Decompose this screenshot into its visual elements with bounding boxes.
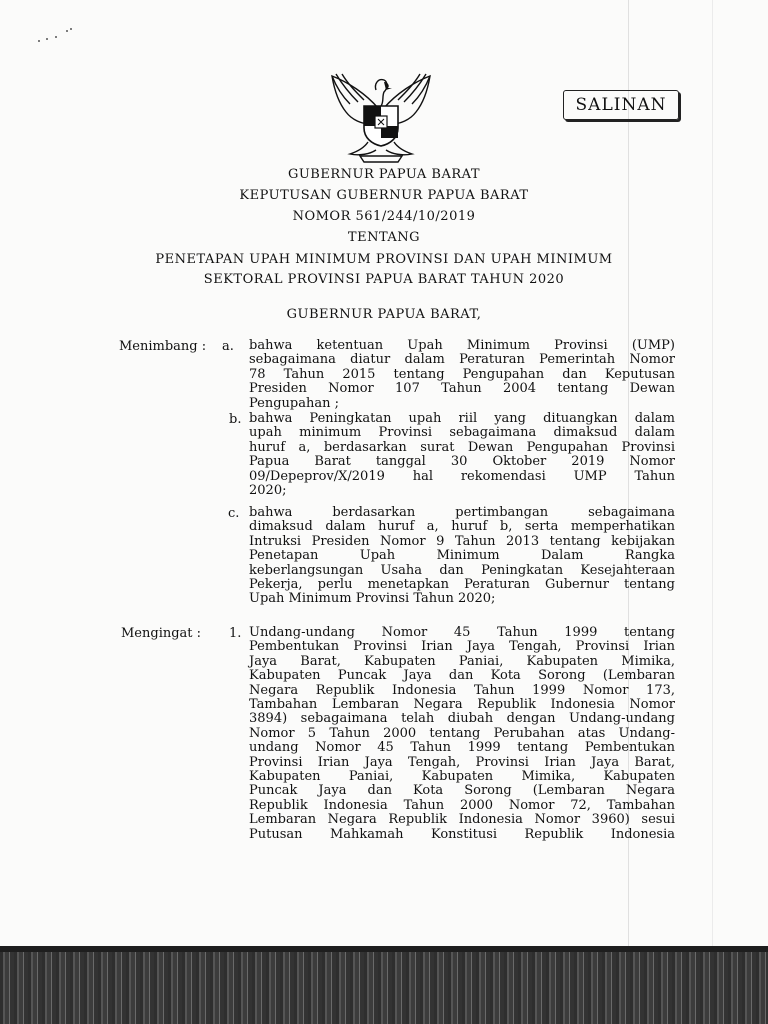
clause-line: bahwa Peningkatan upah riil yang dituangkan dalam	[249, 411, 675, 426]
scan-specks	[36, 28, 76, 48]
clause-line: Lembaran Negara Republik Indonesia Nomor 3960) sesui	[249, 812, 675, 828]
clause-marker: c.	[228, 506, 240, 521]
office-heading: GUBERNUR PAPUA BARAT	[287, 167, 481, 182]
clause-line: Kabupaten Puncak Jaya dan Kota Sorong (Lembaran	[249, 668, 675, 684]
decree-title-line: SEKTORAL PROVINSI PAPUA BARAT TAHUN 2020	[203, 272, 565, 287]
about-heading: TENTANG	[347, 230, 421, 245]
considering-clause-b	[249, 412, 675, 498]
clause-marker: b.	[229, 412, 242, 427]
clause-line: 3894) sebagaimana telah diubah dengan Undang-undang	[249, 711, 675, 727]
clause-line: dimaksud dalam huruf a, huruf b, serta memperhatikan	[249, 519, 675, 535]
clause-line: undang Nomor 45 Tahun 1999 tentang Pembentukan	[249, 740, 675, 756]
issuer-heading: GUBERNUR PAPUA BARAT,	[286, 307, 482, 322]
clause-line: Provinsi Irian Jaya Tengah, Provinsi Irian Jaya Barat,	[249, 754, 675, 770]
considering-clause-c	[249, 506, 675, 607]
clause-line: Republik Indonesia Tahun 2000 Nomor 72, Tambahan	[249, 797, 675, 813]
clause-line: Pekerja, perlu menetapkan Peraturan Gubernur tentang	[249, 577, 675, 593]
clause-line: Negara Republik Indonesia Tahun 1999 Nomor 173,	[249, 682, 675, 698]
clause-line: keberlangsungan Usaha dan Peningkatan Kesejahteraan	[249, 562, 675, 578]
clause-line: Intruksi Presiden Nomor 9 Tahun 2013 tentang kebijakan	[249, 533, 675, 549]
considering-clause-a	[249, 339, 675, 411]
mengingat-label: Mengingat :	[121, 626, 202, 641]
decree-title-line: PENETAPAN UPAH MINIMUM PROVINSI DAN UPAH MINIMUM	[155, 252, 613, 267]
clause-line: Tambahan Lembaran Negara Republik Indonesia Nomor	[249, 697, 675, 713]
clause-line: 78 Tahun 2015 tentang Pengupahan dan Keputusan	[249, 366, 675, 382]
clause-line: Kabupaten Paniai, Kabupaten Mimika, Kabupaten	[249, 769, 675, 785]
scanner-edge-strip	[0, 946, 768, 1024]
menimbang-label: Menimbang :	[119, 339, 207, 354]
clause-line: 2020;	[249, 483, 287, 499]
clause-line: Papua Barat tanggal 30 Oktober 2019 Nomor	[249, 454, 675, 470]
scan-streak	[712, 0, 713, 946]
clause-line: Upah Minimum Provinsi Tahun 2020;	[249, 591, 496, 607]
clause-line: sebagaimana diatur dalam Peraturan Pemerintah Nomor	[249, 352, 675, 368]
clause-line: bahwa ketentuan Upah Minimum Provinsi (UMP)	[249, 338, 675, 353]
clause-line: Putusan Mahkamah Konstitusi Republik Indonesia	[249, 826, 675, 842]
clause-line: Undang-undang Nomor 45 Tahun 1999 tentang	[249, 625, 675, 640]
salinan-stamp: SALINAN	[563, 90, 679, 120]
clause-line: Pengupahan ;	[249, 395, 340, 411]
clause-line: bahwa berdasarkan pertimbangan sebagaimana	[249, 505, 675, 520]
clause-line: upah minimum Provinsi sebagaimana dimaksud dalam	[249, 425, 675, 441]
clause-line: Pembentukan Provinsi Irian Jaya Tengah, Provinsi Irian	[249, 639, 675, 655]
decree-heading: KEPUTUSAN GUBERNUR PAPUA BARAT	[239, 188, 529, 203]
clause-line: huruf a, berdasarkan surat Dewan Pengupahan Provinsi	[249, 439, 675, 455]
clause-line: Puncak Jaya dan Kota Sorong (Lembaran Negara	[249, 783, 675, 799]
clause-marker: 1.	[229, 626, 242, 641]
garuda-emblem-icon	[326, 72, 436, 164]
clause-line: Nomor 5 Tahun 2000 tentang Perubahan atas Undang-	[249, 725, 675, 741]
recalling-clause-1	[249, 626, 675, 842]
clause-line: Penetapan Upah Minimum Dalam Rangka	[249, 548, 675, 564]
clause-line: Presiden Nomor 107 Tahun 2004 tentang Dewan	[249, 381, 675, 397]
clause-line: Jaya Barat, Kabupaten Paniai, Kabupaten Mimika,	[249, 653, 675, 669]
clause-line: 09/Depeprov/X/2019 hal rekomendasi UMP Tahun	[249, 468, 675, 484]
decree-number: NOMOR 561/244/10/2019	[292, 209, 476, 224]
clause-marker: a.	[222, 339, 234, 354]
